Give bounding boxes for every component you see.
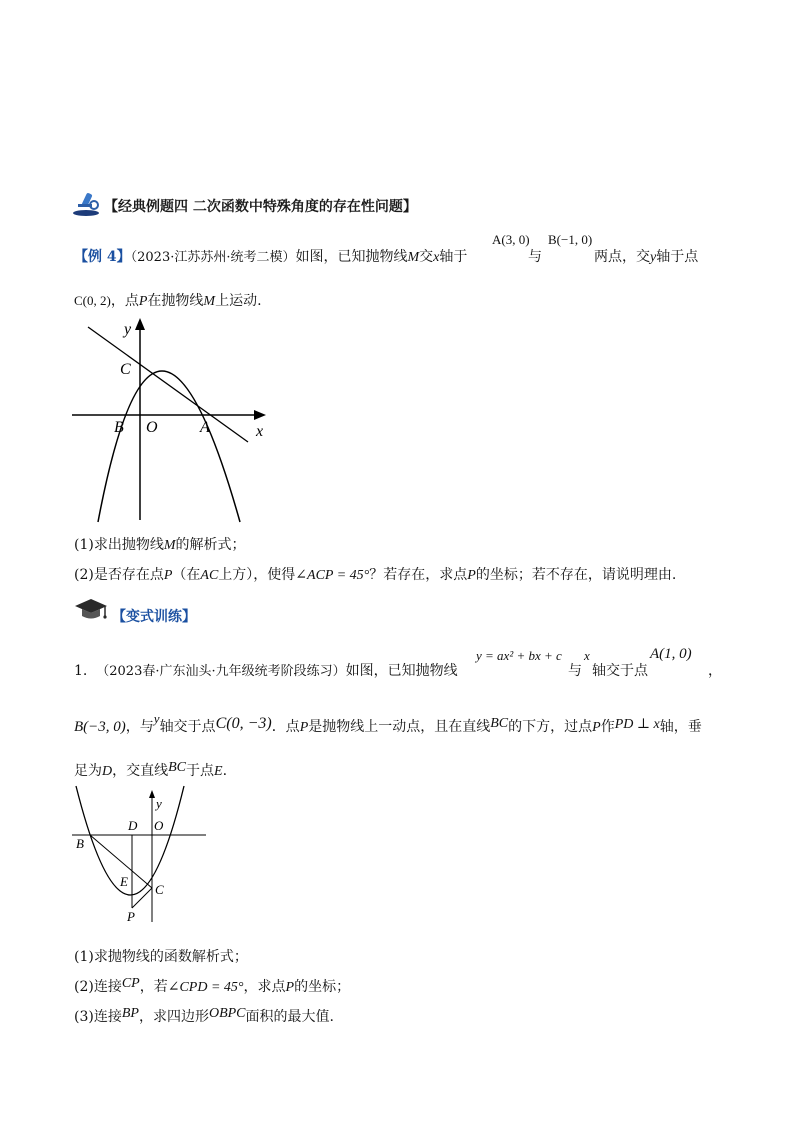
math-y: y (153, 711, 160, 726)
math-AC: AC (200, 568, 219, 583)
line-AC (88, 327, 248, 442)
text: ，交直线 (112, 763, 169, 779)
text: 上运动. (215, 293, 262, 309)
label-P: P (127, 909, 135, 924)
label-y: y (124, 321, 132, 338)
math-P: P (138, 294, 148, 309)
text: (2)连接 (74, 979, 122, 995)
x-axis-arrow (254, 410, 266, 420)
graduation-cap-icon (74, 596, 108, 622)
math-perp: PD ⊥ x (614, 717, 660, 732)
example-tag: 【例 4】 (74, 249, 131, 265)
equation: y = ax² + bx + c (476, 648, 562, 663)
text: 的下方，过点 (508, 719, 593, 735)
example-4-line-2 (74, 290, 262, 310)
point-B: B(−3, 0) (74, 719, 126, 735)
math-M: M (407, 250, 420, 265)
section-title-1: 【经典例题四 二次函数中特殊角度的存在性问题】 (104, 199, 417, 215)
text: 的坐标；若不存在，请说明理由. (475, 567, 677, 583)
text: 足为 (74, 763, 102, 779)
label-E: E (120, 874, 128, 889)
math-D: D (102, 764, 113, 779)
text: 于点 (186, 763, 215, 779)
microscope-icon (72, 190, 104, 216)
math-BC: BC (168, 760, 187, 775)
math-x: x (584, 648, 590, 663)
label-O: O (154, 818, 164, 833)
text: (1)求出抛物线 (74, 537, 164, 553)
exercise-number: 1. (74, 663, 88, 679)
text: ，与 (125, 719, 154, 735)
label-D: D (128, 818, 138, 833)
text: 的解析式； (175, 537, 246, 553)
text: 作 (600, 719, 615, 735)
label-C: C (120, 361, 131, 378)
math-M: M (203, 294, 216, 309)
exercise-1-question-1: (1)求抛物线的函数解析式； (74, 949, 248, 965)
math-P: P (592, 720, 601, 735)
exercise-1-line-1-mid2 (592, 660, 648, 680)
text: ，求点 (243, 979, 286, 995)
text: 轴交于点 (159, 719, 216, 735)
text: ，若 (139, 979, 168, 995)
text: 如图，已知抛物线 (345, 663, 458, 679)
label-A: A (200, 419, 210, 436)
label-B: B (76, 836, 84, 851)
parabola-M (98, 371, 240, 522)
point-A: A(1, 0) (650, 646, 692, 662)
math-P: P (467, 568, 476, 583)
point-C: C(0, 2) (74, 293, 111, 308)
label-B: B (114, 419, 124, 436)
text: 与 (568, 663, 582, 679)
exercise-1-line-1-mid (568, 660, 582, 680)
exercise-1-line-1 (74, 660, 458, 680)
label-C: C (155, 882, 164, 897)
math-CP: CP (121, 976, 140, 991)
example-4-graph (70, 312, 270, 527)
math-x: x (433, 250, 440, 265)
math-angle: ∠ACP = 45° (295, 568, 370, 583)
text: 在抛物线 (147, 293, 204, 309)
text: （在 (172, 567, 201, 583)
text: 轴交于点 (592, 663, 648, 679)
math-BC: BC (490, 716, 509, 731)
text: 轴，垂 (659, 719, 702, 735)
exercise-1-question-3 (74, 1006, 334, 1026)
section-title-2: 【变式训练】 (112, 609, 196, 625)
text: ，求四边形 (138, 1009, 209, 1025)
text: ，点 (110, 293, 139, 309)
text: 如图，已知抛物线 (295, 249, 408, 265)
text: 轴于 (439, 249, 468, 265)
math-y: y (650, 250, 657, 265)
label-y: y (156, 796, 162, 811)
segment-PC (132, 888, 152, 908)
math-OBPC: OBPC (208, 1006, 246, 1021)
text: 轴于点 (656, 249, 699, 265)
math-P: P (285, 980, 295, 995)
text: (3)连接 (74, 1009, 122, 1025)
label-x: x (256, 423, 264, 440)
text: 面积的最大值. (245, 1009, 334, 1025)
example-4-line-1-end (594, 246, 698, 266)
y-axis-arrow (135, 318, 145, 330)
text-yu: 与 (528, 249, 542, 265)
exercise-1-question-2 (74, 976, 350, 996)
math-P: P (299, 720, 309, 735)
math-M: M (163, 538, 176, 553)
text-comma: ， (708, 663, 722, 679)
text: ？若存在，求点 (369, 567, 468, 583)
y-axis-arrow (149, 790, 155, 798)
point-C: C(0, −3) (215, 715, 272, 732)
text: (2)是否存在点 (74, 567, 164, 583)
text: 两点，交 (594, 249, 650, 265)
exercise-1-line-3 (74, 760, 227, 780)
math-E: E (214, 764, 223, 779)
math-BP: BP (121, 1006, 139, 1021)
text: ．点 (271, 719, 300, 735)
point-A: A(3, 0) (492, 232, 530, 247)
text: . (222, 763, 228, 779)
exercise-source: （2023春·广东汕头·九年级统考阶段练习） (96, 664, 346, 679)
example-source: （2023·江苏苏州·统考二模） (130, 250, 296, 265)
text: 是抛物线上一动点，且在直线 (308, 719, 491, 735)
example-4-question-2 (74, 564, 676, 584)
exercise-1-graph (70, 784, 210, 924)
text: 的坐标； (294, 979, 351, 995)
example-4-line-1 (74, 246, 467, 266)
text: 上方），使得 (218, 567, 296, 583)
math-P: P (163, 568, 173, 583)
example-4-question-1 (74, 534, 246, 554)
label-O: O (146, 419, 158, 436)
math-angle: ∠CPD = 45° (167, 980, 244, 995)
point-B: B(−1, 0) (548, 232, 593, 247)
exercise-1-line-2 (74, 711, 702, 736)
parabola (76, 786, 184, 895)
text: 交 (419, 249, 434, 265)
